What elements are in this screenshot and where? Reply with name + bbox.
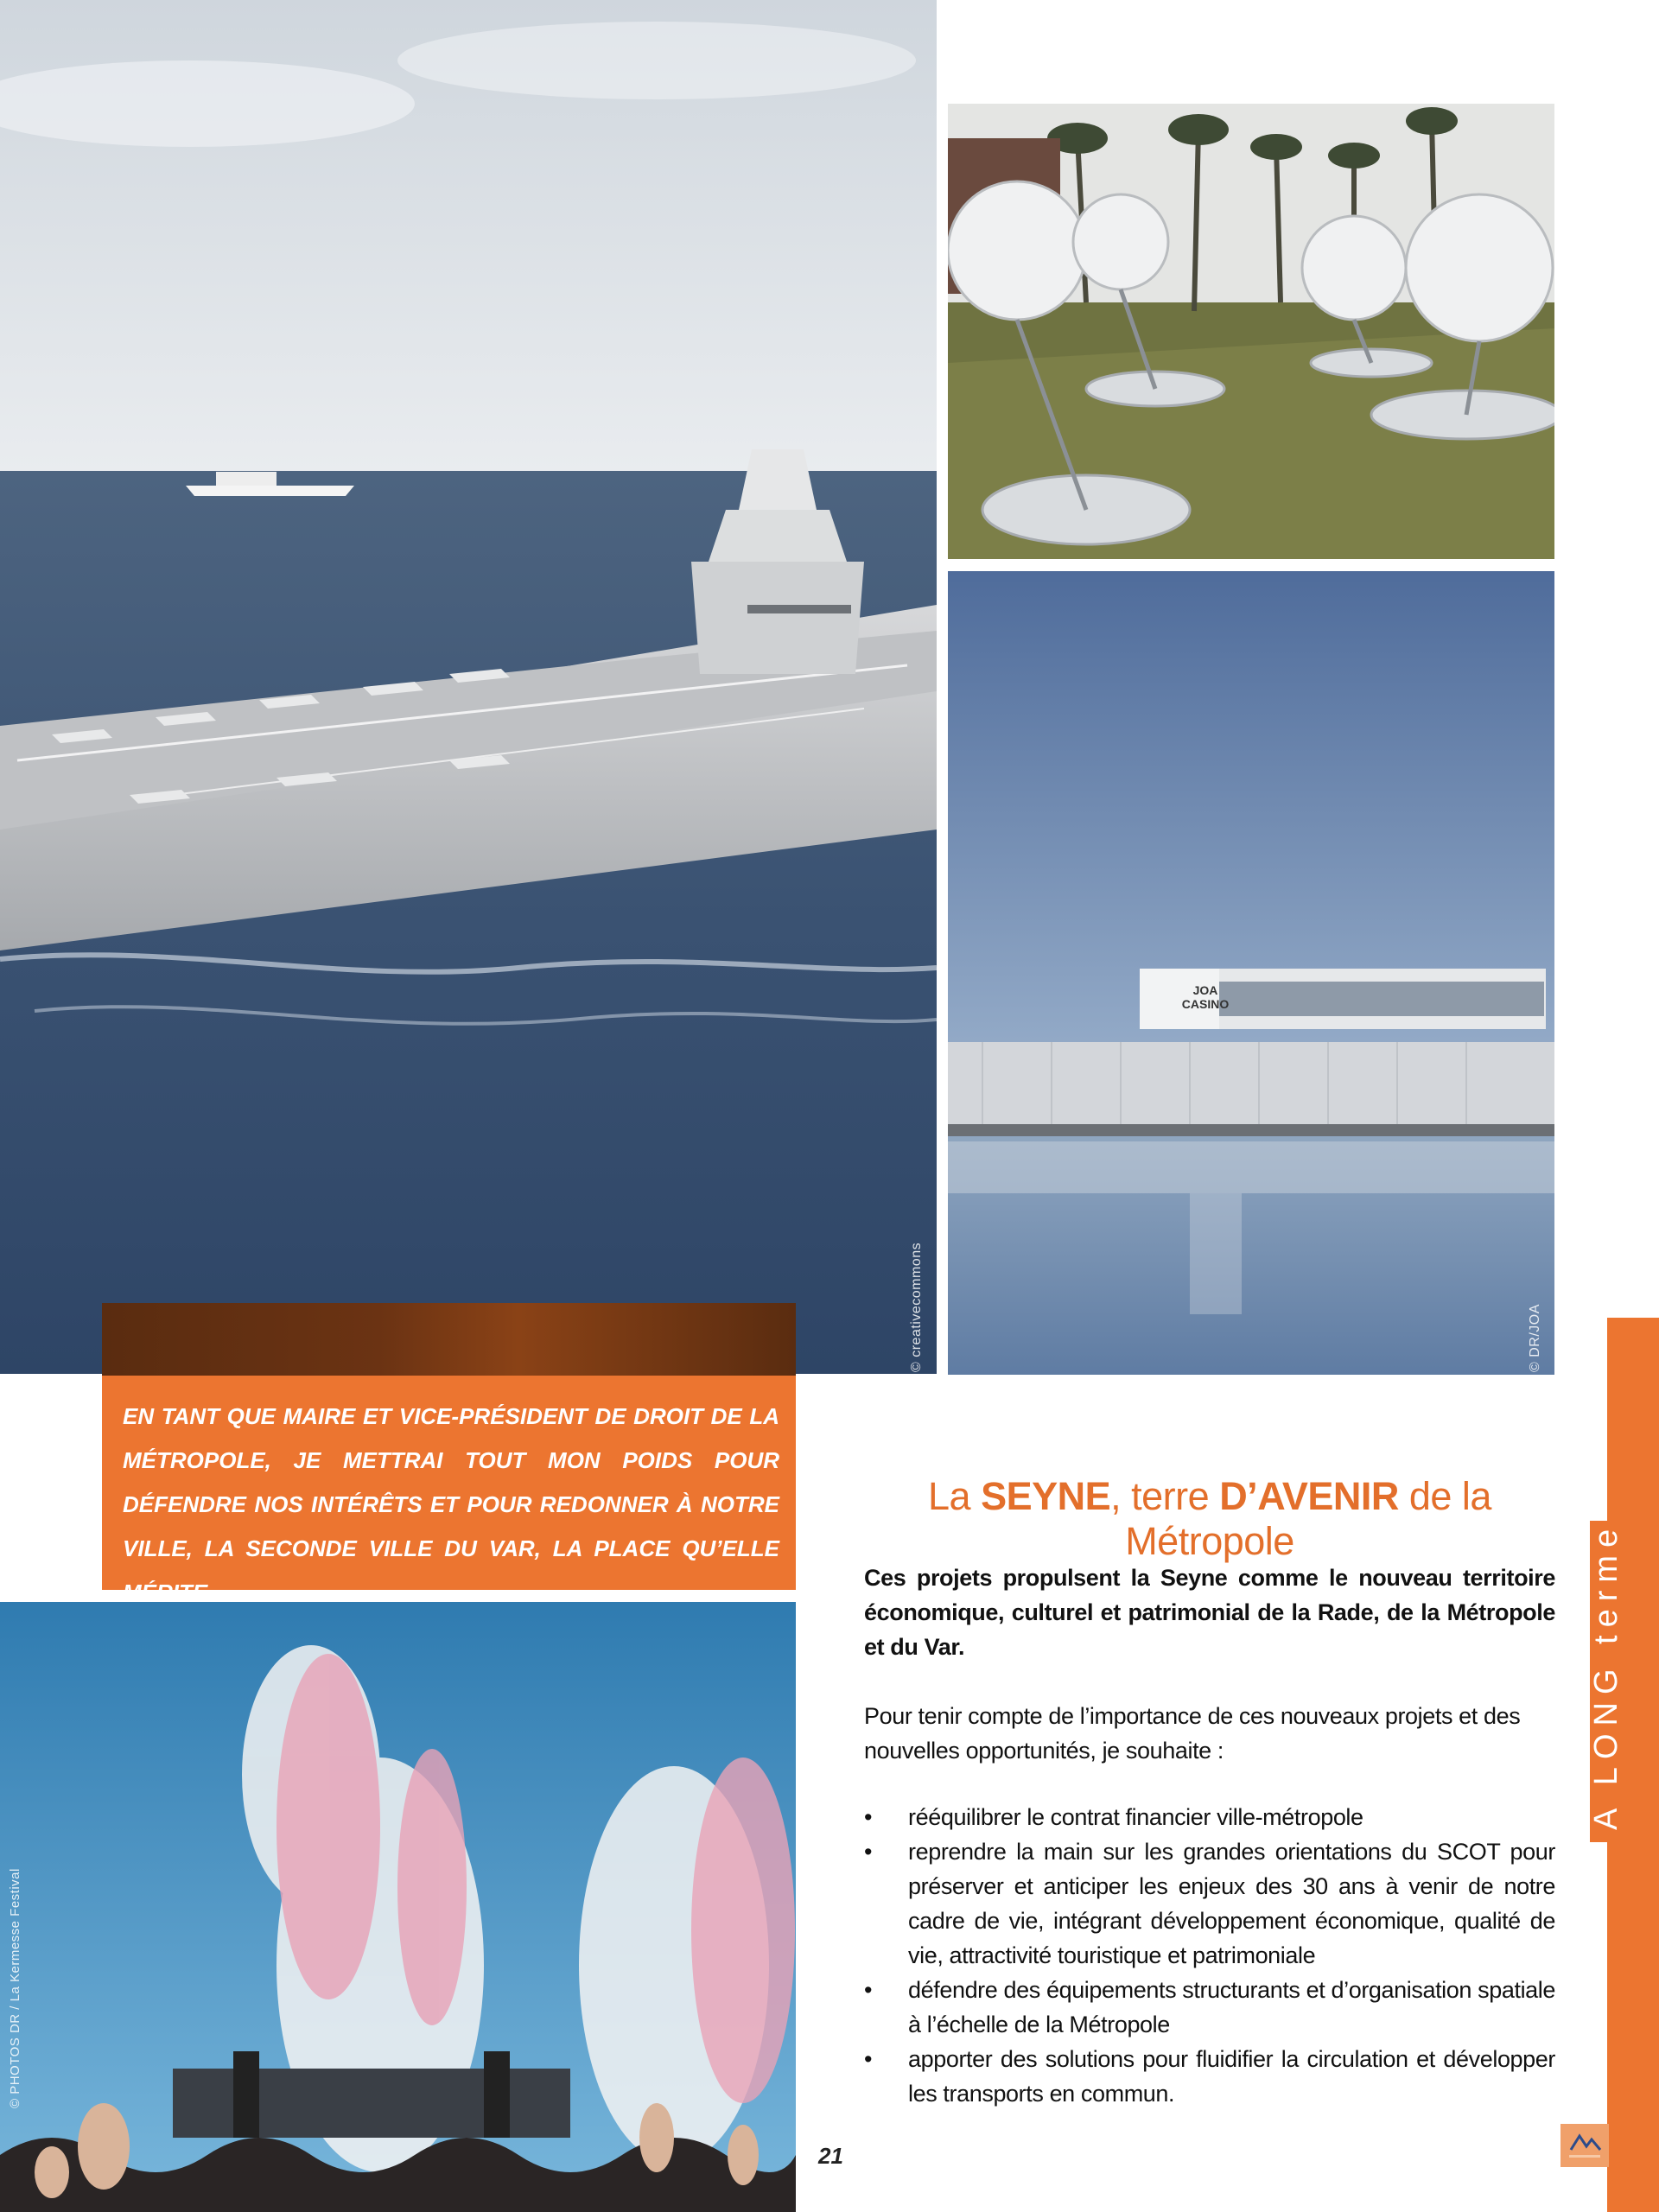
- bullet-icon: •: [864, 1839, 873, 1865]
- casino-sign-line1: JOA: [1192, 983, 1218, 997]
- heading-avenir: D’AVENIR: [1219, 1474, 1399, 1518]
- casino-sign: [1171, 983, 1240, 1011]
- bullet-icon: •: [864, 1804, 873, 1830]
- section-heading: [864, 1474, 1555, 1564]
- mayor-quote: EN TANT QUE MAIRE ET VICE-PRÉSIDENT DE DROIT DE LA MÉTROPOLE, JE METTRAI TOUT MON POIDS POUR DÉFENDRE NOS INTÉRÊTS ET POUR REDONNER À NOTRE VILLE, LA SECONDE VILLE DU VAR, LA PLACE QU’ELLE MÉRITE.: [123, 1403, 779, 1605]
- list-item-text: apporter des solutions pour fluidifier la circulation et développer les transports en commun.: [908, 2046, 1555, 2107]
- aircraft-carrier-photo: [0, 0, 937, 1374]
- quote-box-band: [102, 1303, 796, 1376]
- photo-credit-festival: © PHOTOS DR / La Kermesse Festival: [8, 1868, 22, 2108]
- intro-paragraph: Pour tenir compte de l’importance de ces nouveaux projets et des nouvelles opportunités, je souhaite :: [864, 1703, 1521, 1764]
- heading-part-3: , terre: [1110, 1474, 1220, 1518]
- side-tab-label: A LONG terme: [1588, 1521, 1624, 1830]
- metropole-logo-icon: [1560, 2124, 1609, 2167]
- list-item-text: rééquilibrer le contrat financier ville-métropole: [908, 1804, 1363, 1830]
- quote-box: [102, 1303, 796, 1605]
- heading-seyne: SEYNE: [981, 1474, 1111, 1518]
- list-item-text: reprendre la main sur les grandes orientations du SCOT pour préserver et anticiper les enjeux des 30 ans à venir de notre cadre de vie, intégrant développement économique, qualité de vie, attractivité touristique et patrimoniale: [908, 1839, 1555, 1968]
- photo-credit-casino: © DR/JOA: [1528, 1304, 1542, 1372]
- mirror-sculptures-photo: [948, 104, 1554, 559]
- lead-paragraph: Ces projets propulsent la Seyne comme le nouveau territoire économique, culturel et patrimonial de la Rade, de la Métropole et du Var.: [864, 1565, 1555, 1660]
- heading-part-1: La: [928, 1474, 982, 1518]
- bullet-icon: •: [864, 2046, 873, 2072]
- festival-photo: [0, 1602, 796, 2212]
- page-number: 21: [818, 2143, 843, 2169]
- photo-credit-carrier: © creativecommons: [909, 1242, 924, 1372]
- casino-photo: [948, 571, 1554, 1375]
- casino-sign-line2: CASINO: [1181, 997, 1230, 1011]
- list-item-text: défendre des équipements structurants et d’organisation spatiale à l’échelle de la Métropole: [908, 1977, 1555, 2037]
- list-item: [864, 2042, 1555, 2111]
- heading-part-5: de la Métropole: [1125, 1474, 1491, 1563]
- priorities-list: [864, 1800, 1555, 2111]
- list-item: [864, 1973, 1555, 2042]
- list-item: [864, 1800, 1555, 1834]
- list-item: [864, 1834, 1555, 1973]
- bullet-icon: •: [864, 1977, 873, 2003]
